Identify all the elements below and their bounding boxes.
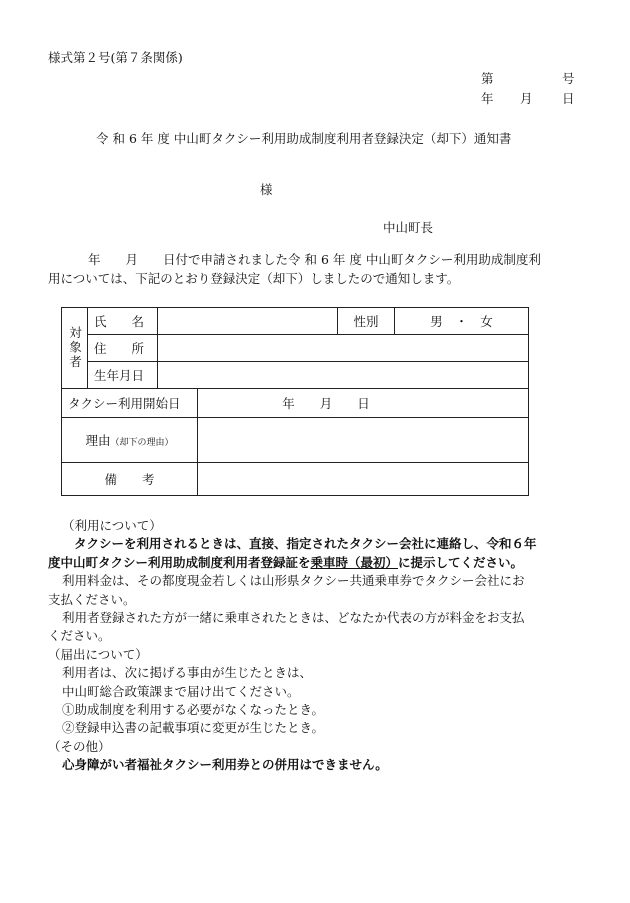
start-date-label: タクシー利用開始日	[62, 389, 198, 418]
usage-bold-line2	[48, 554, 584, 572]
body-text-line2: 用については、下記のとおり登録決定（却下）しましたので通知します。	[48, 271, 460, 286]
other-heading: （その他）	[48, 738, 111, 754]
usage-bold-line2-underlined: 乗車時（最初）	[310, 554, 399, 570]
doc-date-year: 年	[481, 91, 494, 106]
doc-number-suffix: 号	[562, 71, 575, 86]
usage-bold-line2-b: に提示してください。	[398, 554, 524, 570]
other-bold: 心身障がい者福祉タクシー利用券との併用はできません。	[62, 757, 388, 773]
reason-field[interactable]	[198, 418, 529, 463]
document-title: 令 和 6 年 度 中山町タクシー利用助成制度利用者登録決定（却下）通知書	[96, 131, 512, 146]
gender-label: 性別	[338, 308, 395, 335]
name-label: 氏 名	[88, 308, 158, 335]
start-date-field[interactable]: 年 月 日	[198, 389, 529, 418]
usage-bold-line2-a: 度中山町タクシー利用助成制度利用者登録証を	[48, 554, 311, 570]
form-number: 様式第２号(第７条関係)	[48, 50, 183, 65]
group-line1: 利用者登録された方が一緒に乗車されたときは、どなたか代表の方が料金をお支払	[62, 610, 525, 626]
reason-note: （却下の理由）	[110, 438, 174, 448]
doc-date-month: 月	[520, 91, 533, 106]
address-label: 住 所	[88, 335, 158, 362]
usage-heading: （利用について）	[62, 518, 162, 533]
address-field[interactable]	[158, 335, 529, 362]
name-field[interactable]	[158, 308, 338, 335]
usage-bold-line1: タクシーを利用されるときは、直接、指定されたタクシー会社に連絡し、令和６年	[74, 536, 537, 552]
fare-line1: 利用料金は、その都度現金若しくは山形県タクシー共通乗車券でタクシー会社にお	[62, 573, 525, 589]
fare-line2: 支払ください。	[48, 591, 136, 607]
report-heading: （届出について）	[48, 646, 148, 662]
birth-label: 生年月日	[88, 362, 158, 389]
subject-label: 対象者	[62, 308, 88, 389]
recipient-suffix: 様	[260, 182, 273, 197]
birth-field[interactable]	[158, 362, 529, 389]
sender-name: 中山町長	[383, 220, 434, 235]
remarks-label: 備 考	[62, 463, 198, 496]
report-line1: 利用者は、次に掲げる事由が生じたときは、	[62, 665, 313, 681]
remarks-field[interactable]	[198, 463, 529, 496]
reason-label: 理由	[85, 433, 111, 448]
gender-field[interactable]: 男 ・ 女	[395, 308, 529, 335]
applicant-table	[61, 307, 529, 496]
reason-label-cell	[62, 418, 198, 463]
notes-section	[48, 517, 584, 775]
report-item2: ②登録申込書の記載事項に変更が生じたとき。	[62, 720, 325, 736]
report-item1: ①助成制度を利用する必要がなくなったとき。	[62, 702, 325, 718]
group-line2: ください。	[48, 628, 111, 644]
report-line2: 中山町総合政策課まで届け出てください。	[62, 683, 300, 699]
body-text-line1: 年 月 日付で申請されました令 和 6 年 度 中山町タクシー利用助成制度利	[88, 252, 541, 267]
doc-number-prefix: 第	[481, 71, 494, 86]
doc-date-day: 日	[562, 91, 575, 106]
